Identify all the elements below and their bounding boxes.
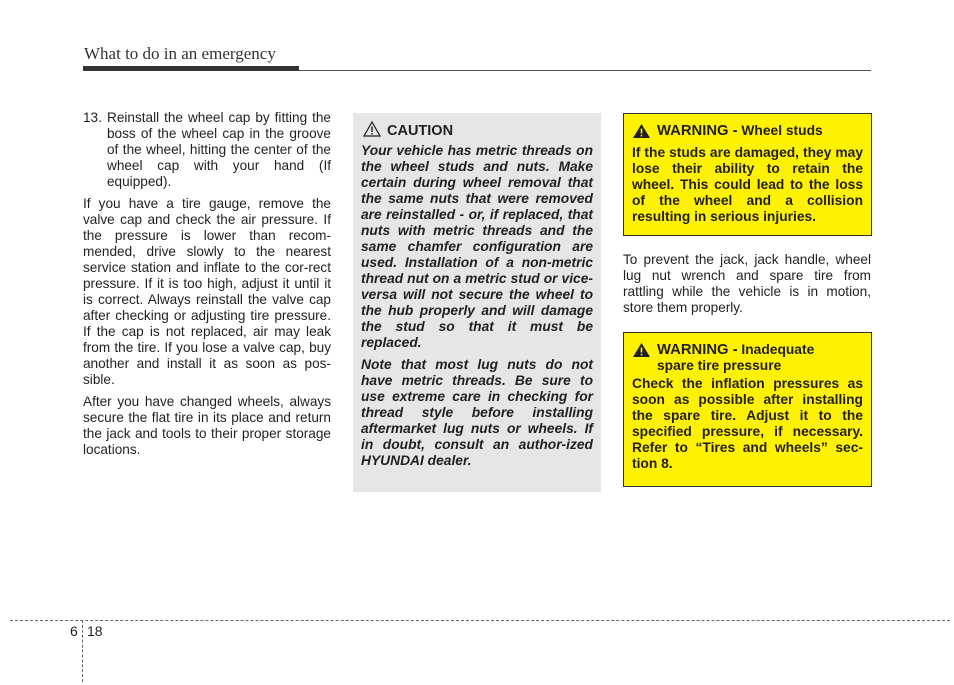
caution-label: CAUTION bbox=[387, 123, 454, 139]
page-number: 18 bbox=[87, 623, 103, 639]
warning-topic-line2: spare tire pressure bbox=[657, 358, 782, 373]
jack-storage-paragraph: To prevent the jack, jack handle, wheel lug nut wrench and spare tire from rattling while the vehicle is in motion, store them properly. bbox=[623, 252, 871, 315]
warning-topic-line1: Inadequate bbox=[741, 342, 815, 357]
warning-label: WARNING - bbox=[657, 342, 738, 358]
header-bar bbox=[83, 66, 299, 71]
warning-text: If the studs are damaged, they may lose their ability to retain the wheel. This could lead to the loss of the wheel and a collision resulting in serious injuries. bbox=[632, 145, 863, 224]
warning-box-spare-pressure bbox=[623, 332, 872, 487]
caution-text-1: Your vehicle has metric threads on the wheel studs and nuts. Make certain during wheel removal that the same nuts that were removed are reinstalled - or, if replaced, that nuts with metric threads and the same chamfer configuration are used. Installation of a non-metric thread nut on a metric stud or vice-versa will not secure the wheel to the hub properly and will damage the stud so that it must be replaced. bbox=[361, 143, 593, 350]
step-text: Reinstall the wheel cap by fitting the boss of the wheel cap in the groove of the wheel, hitting the center of the wheel cap with your hand (If equipped). bbox=[107, 110, 331, 189]
caution-text-2: Note that most lug nuts do not have metric threads. Be sure to use extreme care in checking for thread style before installing aftermarket lug nuts or wheels. If in doubt, consult an author-ized HYUNDAI dealer. bbox=[361, 357, 593, 468]
chapter-number: 6 bbox=[70, 623, 78, 639]
warning-triangle-icon bbox=[632, 342, 651, 362]
warning-text: Check the inflation pressures as soon as possible after installing the spare tire. Adjust it to the specified pressure, if necessary. Refer to “Tires and wheels” sec-tion 8. bbox=[632, 376, 863, 471]
footer-divider bbox=[82, 620, 83, 682]
caution-header bbox=[363, 121, 593, 141]
left-column bbox=[83, 110, 331, 464]
caution-triangle-icon bbox=[363, 121, 381, 141]
step-13 bbox=[83, 110, 331, 190]
right-paragraph-block bbox=[623, 252, 871, 322]
header-rule bbox=[299, 70, 871, 71]
warning-triangle-icon bbox=[632, 123, 651, 143]
step-number: 13. bbox=[83, 110, 102, 125]
warning-header bbox=[632, 342, 863, 374]
footer-rule bbox=[10, 620, 950, 621]
caution-box bbox=[353, 113, 601, 492]
tire-gauge-paragraph: If you have a tire gauge, remove the valve cap and check the air pressure. If the pressure is lower than recom-mended, drive slowly to the nearest service station and inflate to the cor-rect pressure. If it is too high, adjust it until it is correct. Always reinstall the valve cap after checking or adjusting tire pressure. If the cap is not replaced, air may leak from the tire. If you lose a valve cap, buy another and install it as soon as pos-sible. bbox=[83, 196, 331, 387]
warning-label: WARNING - bbox=[657, 123, 738, 139]
storage-paragraph: After you have changed wheels, always secure the flat tire in its place and return the jack and tools to their proper storage locations. bbox=[83, 394, 331, 457]
warning-header bbox=[632, 123, 863, 143]
warning-box-wheel-studs bbox=[623, 113, 872, 236]
page-header-title: What to do in an emergency bbox=[84, 44, 276, 63]
warning-topic: Wheel studs bbox=[741, 123, 823, 138]
